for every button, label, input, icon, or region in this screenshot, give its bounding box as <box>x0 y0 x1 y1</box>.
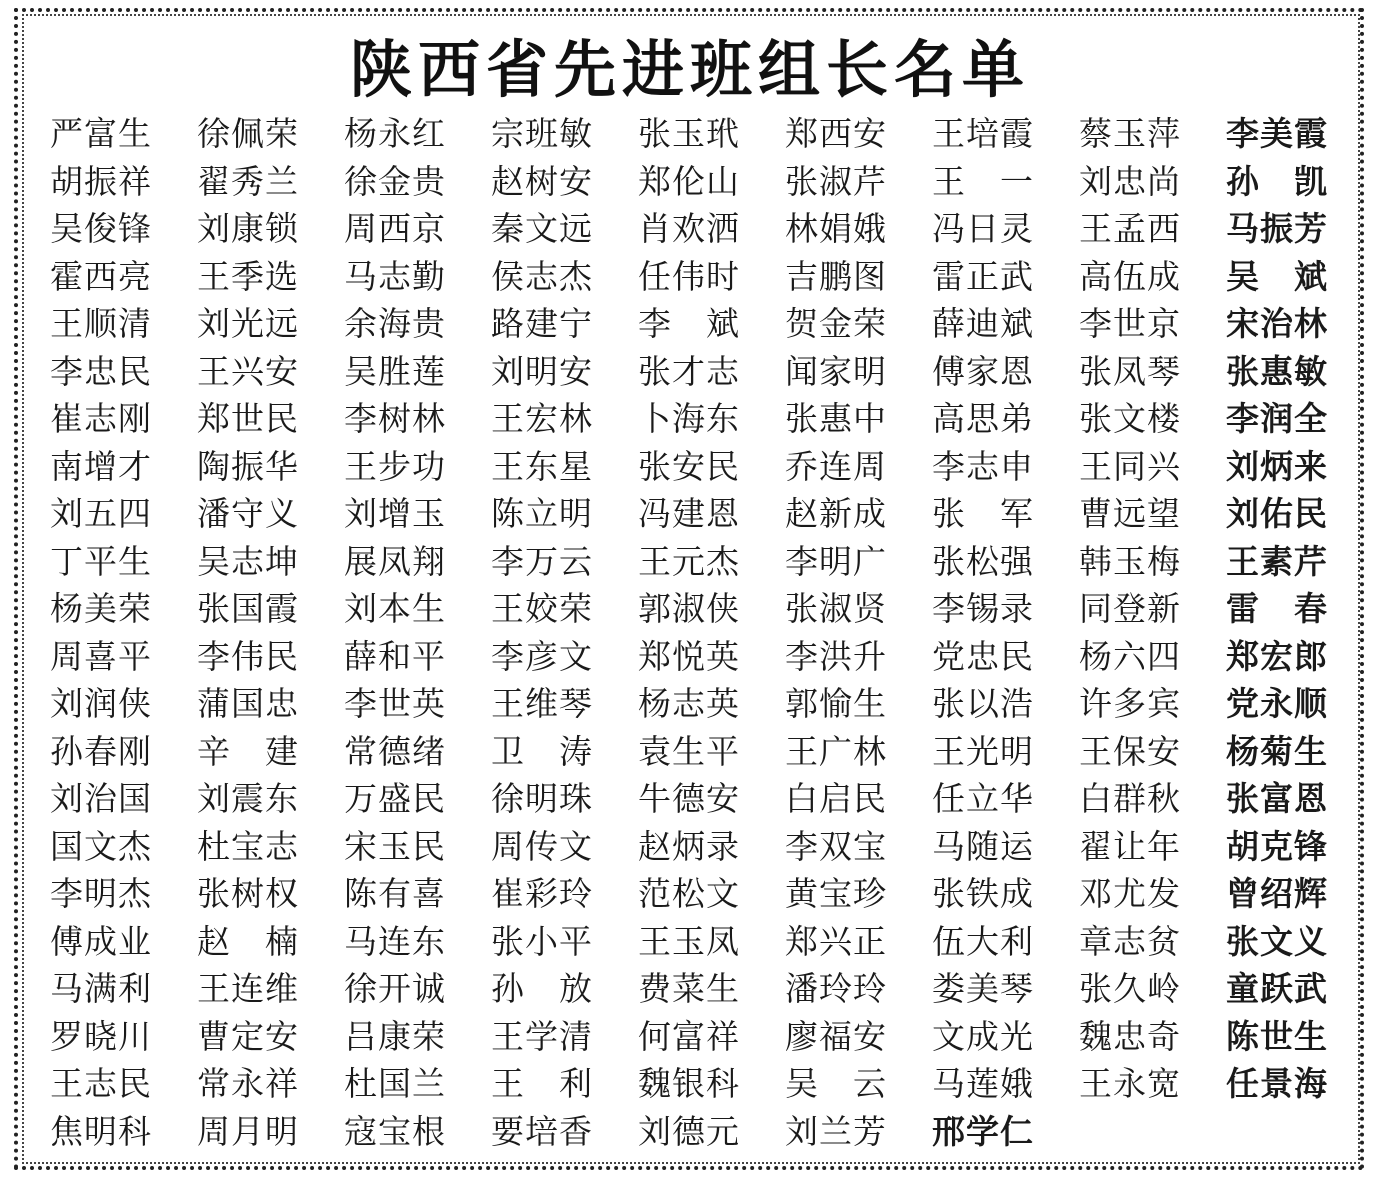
list-item: 严富生 <box>50 114 152 153</box>
list-item: 张以浩 <box>932 684 1034 723</box>
list-item: 任伟时 <box>638 256 740 296</box>
list-item: 刘德元 <box>638 1111 740 1151</box>
list-item: 王永宽 <box>1079 1064 1181 1103</box>
list-item: 郑宏郎 <box>1226 636 1328 676</box>
list-item: 李树林 <box>344 399 446 438</box>
list-item: 刘治国 <box>50 779 152 818</box>
list-item: 李润全 <box>1226 399 1328 438</box>
list-item: 马随运 <box>932 826 1034 866</box>
list-item: 徐明珠 <box>491 779 593 818</box>
list-item: 刘五四 <box>50 494 152 533</box>
list-item: 党永顺 <box>1226 684 1328 723</box>
list-item: 南增才 <box>50 446 152 486</box>
list-item: 罗晓川 <box>50 1016 152 1056</box>
list-item: 张惠中 <box>785 399 887 438</box>
list-item: 刘兰芳 <box>785 1111 887 1151</box>
list-item: 翟秀兰 <box>197 161 299 201</box>
list-item: 同登新 <box>1079 589 1181 628</box>
list-item: 吉鹏图 <box>785 256 887 296</box>
list-item: 陶振华 <box>197 446 299 486</box>
list-item: 张久岭 <box>1079 969 1181 1008</box>
list-item: 李洪升 <box>785 636 887 676</box>
list-item: 陈立明 <box>491 494 593 533</box>
list-item: 王素芹 <box>1226 541 1328 581</box>
list-item: 刘震东 <box>197 779 299 818</box>
list-item: 任立华 <box>932 779 1034 818</box>
list-item: 文成光 <box>932 1016 1034 1056</box>
list-item: 傅家恩 <box>932 351 1034 391</box>
list-item: 张淑贤 <box>785 589 887 628</box>
list-item: 王孟西 <box>1079 209 1181 248</box>
list-item: 卫 涛 <box>491 731 593 771</box>
list-item: 韩玉梅 <box>1079 541 1181 581</box>
list-item: 廖福安 <box>785 1016 887 1056</box>
list-item: 张 军 <box>932 494 1034 533</box>
list-item: 郭愉生 <box>785 684 887 723</box>
list-item: 张富恩 <box>1226 779 1328 818</box>
list-item: 曾绍辉 <box>1226 874 1328 913</box>
list-item: 刘康锁 <box>197 209 299 248</box>
list-item: 胡振祥 <box>50 161 152 201</box>
list-item: 马莲娥 <box>932 1064 1034 1103</box>
list-item: 李忠民 <box>50 351 152 391</box>
list-item: 曹远望 <box>1079 494 1181 533</box>
list-item: 潘玲玲 <box>785 969 887 1008</box>
list-item: 吴 云 <box>785 1064 887 1103</box>
list-item: 郑世民 <box>197 399 299 438</box>
list-item: 张文义 <box>1226 921 1328 961</box>
list-item: 陈世生 <box>1226 1016 1328 1056</box>
list-item: 王元杰 <box>638 541 740 581</box>
list-item: 周西京 <box>344 209 446 248</box>
list-item: 李双宝 <box>785 826 887 866</box>
list-item: 王兴安 <box>197 351 299 391</box>
list-item: 袁生平 <box>638 731 740 771</box>
list-item: 冯建恩 <box>638 494 740 533</box>
list-item: 刘增玉 <box>344 494 446 533</box>
list-item: 李万云 <box>491 541 593 581</box>
list-item: 卜海东 <box>638 399 740 438</box>
list-item: 魏忠奇 <box>1079 1016 1181 1056</box>
list-item: 胡克锋 <box>1226 826 1328 866</box>
list-item: 张铁成 <box>932 874 1034 913</box>
list-item: 张凤琴 <box>1079 351 1181 391</box>
list-item: 张国霞 <box>197 589 299 628</box>
list-item: 徐佩荣 <box>197 114 299 153</box>
list-item: 吴俊锋 <box>50 209 152 248</box>
list-item: 郑兴正 <box>785 921 887 961</box>
list-item: 吕康荣 <box>344 1016 446 1056</box>
list-item: 郭淑侠 <box>638 589 740 628</box>
list-item: 王 利 <box>491 1064 593 1103</box>
list-item: 杨菊生 <box>1226 731 1328 771</box>
list-item: 宗班敏 <box>491 114 593 153</box>
list-item: 刘润侠 <box>50 684 152 723</box>
list-item: 侯志杰 <box>491 256 593 296</box>
list-item: 杨美荣 <box>50 589 152 628</box>
list-item: 闻家明 <box>785 351 887 391</box>
list-item: 曹定安 <box>197 1016 299 1056</box>
list-item: 徐金贵 <box>344 161 446 201</box>
list-item: 章志贫 <box>1079 921 1181 961</box>
list-item: 常永祥 <box>197 1064 299 1103</box>
list-item: 黄宝珍 <box>785 874 887 913</box>
list-item: 陈有喜 <box>344 874 446 913</box>
list-item: 王步功 <box>344 446 446 486</box>
list-item: 王玉凤 <box>638 921 740 961</box>
list-item: 王光明 <box>932 731 1034 771</box>
list-item: 焦明科 <box>50 1111 152 1151</box>
list-item: 张文楼 <box>1079 399 1181 438</box>
list-item: 崔志刚 <box>50 399 152 438</box>
list-item: 杜宝志 <box>197 826 299 866</box>
list-item: 潘守义 <box>197 494 299 533</box>
list-item: 白启民 <box>785 779 887 818</box>
list-item: 李锡录 <box>932 589 1034 628</box>
list-item: 吴志坤 <box>197 541 299 581</box>
list-item: 路建宁 <box>491 304 593 343</box>
list-item: 党忠民 <box>932 636 1034 676</box>
list-item: 童跃武 <box>1226 969 1328 1008</box>
list-item: 李 斌 <box>638 304 740 343</box>
list-item: 刘炳来 <box>1226 446 1328 486</box>
list-item: 张玉玳 <box>638 114 740 153</box>
list-item: 展凤翔 <box>344 541 446 581</box>
list-item: 白群秋 <box>1079 779 1181 818</box>
list-item: 余海贵 <box>344 304 446 343</box>
list-item: 薛和平 <box>344 636 446 676</box>
list-item: 王连维 <box>197 969 299 1008</box>
list-item: 范松文 <box>638 874 740 913</box>
list-item: 张淑芹 <box>785 161 887 201</box>
list-item: 王维琴 <box>491 684 593 723</box>
list-item: 张安民 <box>638 446 740 486</box>
list-item: 王广林 <box>785 731 887 771</box>
list-item: 李世京 <box>1079 304 1181 343</box>
list-item: 王姣荣 <box>491 589 593 628</box>
list-item: 王保安 <box>1079 731 1181 771</box>
list-item: 崔彩玲 <box>491 874 593 913</box>
list-item: 郑伦山 <box>638 161 740 201</box>
list-item: 刘佑民 <box>1226 494 1328 533</box>
list-item: 宋治林 <box>1226 304 1328 343</box>
list-item: 周喜平 <box>50 636 152 676</box>
list-item: 马连东 <box>344 921 446 961</box>
list-item: 肖欢洒 <box>638 209 740 248</box>
list-item: 任景海 <box>1226 1064 1328 1103</box>
list-item: 寇宝根 <box>344 1111 446 1151</box>
list-item: 伍大利 <box>932 921 1034 961</box>
list-item: 邓尤发 <box>1079 874 1181 913</box>
list-item: 王 一 <box>932 161 1034 201</box>
list-item: 王季选 <box>197 256 299 296</box>
list-item: 刘明安 <box>491 351 593 391</box>
list-item: 马满利 <box>50 969 152 1008</box>
list-item: 蒲国忠 <box>197 684 299 723</box>
list-item: 王学清 <box>491 1016 593 1056</box>
list-item: 赵炳录 <box>638 826 740 866</box>
list-item: 李伟民 <box>197 636 299 676</box>
list-item: 马振芳 <box>1226 209 1328 248</box>
list-item: 乔连周 <box>785 446 887 486</box>
list-item: 秦文远 <box>491 209 593 248</box>
list-item: 孙 凯 <box>1226 161 1328 201</box>
list-item: 张惠敏 <box>1226 351 1328 391</box>
list-item: 费菜生 <box>638 969 740 1008</box>
list-item: 万盛民 <box>344 779 446 818</box>
list-item: 王宏林 <box>491 399 593 438</box>
list-item: 张松强 <box>932 541 1034 581</box>
list-item: 王同兴 <box>1079 446 1181 486</box>
list-item: 李志申 <box>932 446 1034 486</box>
list-item: 李明广 <box>785 541 887 581</box>
list-item: 张才志 <box>638 351 740 391</box>
list-item: 郑西安 <box>785 114 887 153</box>
list-item: 郑悦英 <box>638 636 740 676</box>
list-item: 宋玉民 <box>344 826 446 866</box>
list-item: 常德绪 <box>344 731 446 771</box>
list-item: 要培香 <box>491 1111 593 1151</box>
list-item: 许多宾 <box>1079 684 1181 723</box>
list-item: 傅成业 <box>50 921 152 961</box>
list-item: 刘光远 <box>197 304 299 343</box>
list-item: 何富祥 <box>638 1016 740 1056</box>
list-item: 吴 斌 <box>1226 256 1328 296</box>
list-item: 李明杰 <box>50 874 152 913</box>
list-item: 李美霞 <box>1226 114 1328 153</box>
list-item: 薛迪斌 <box>932 304 1034 343</box>
page-title: 陕西省先进班组长名单 <box>349 33 1030 106</box>
list-item: 杜国兰 <box>344 1064 446 1103</box>
list-item: 赵新成 <box>785 494 887 533</box>
list-item: 孙 放 <box>491 969 593 1008</box>
list-item: 孙春刚 <box>50 731 152 771</box>
list-item: 冯日灵 <box>932 209 1034 248</box>
list-item: 魏银科 <box>638 1064 740 1103</box>
list-item: 蔡玉萍 <box>1079 114 1181 153</box>
list-item: 高思弟 <box>932 399 1034 438</box>
list-item: 张树权 <box>197 874 299 913</box>
list-item: 高伍成 <box>1079 256 1181 296</box>
list-item: 翟让年 <box>1079 826 1181 866</box>
list-item: 周传文 <box>491 826 593 866</box>
list-item: 牛德安 <box>638 779 740 818</box>
list-item: 吴胜莲 <box>344 351 446 391</box>
list-item: 王顺清 <box>50 304 152 343</box>
list-item: 雷 春 <box>1226 589 1328 628</box>
list-item: 雷正武 <box>932 256 1034 296</box>
list-item: 丁平生 <box>50 541 152 581</box>
list-item: 刘本生 <box>344 589 446 628</box>
name-list <box>50 110 1370 1155</box>
list-item: 杨永红 <box>344 114 446 153</box>
list-item: 霍西亮 <box>50 256 152 296</box>
list-item: 王培霞 <box>932 114 1034 153</box>
list-item: 李世英 <box>344 684 446 723</box>
list-item: 赵 楠 <box>197 921 299 961</box>
list-item: 刘忠尚 <box>1079 161 1181 201</box>
list-item: 王志民 <box>50 1064 152 1103</box>
list-item: 娄美琴 <box>932 969 1034 1008</box>
list-item: 辛 建 <box>197 731 299 771</box>
list-item: 周月明 <box>197 1111 299 1151</box>
list-item: 张小平 <box>491 921 593 961</box>
list-item: 杨志英 <box>638 684 740 723</box>
list-item: 国文杰 <box>50 826 152 866</box>
list-item: 王东星 <box>491 446 593 486</box>
list-item: 马志勤 <box>344 256 446 296</box>
list-item: 贺金荣 <box>785 304 887 343</box>
list-item: 杨六四 <box>1079 636 1181 676</box>
list-item: 李彦文 <box>491 636 593 676</box>
list-item: 赵树安 <box>491 161 593 201</box>
list-item: 徐开诚 <box>344 969 446 1008</box>
list-item: 邢学仁 <box>932 1111 1034 1151</box>
list-item: 林娟娥 <box>785 209 887 248</box>
